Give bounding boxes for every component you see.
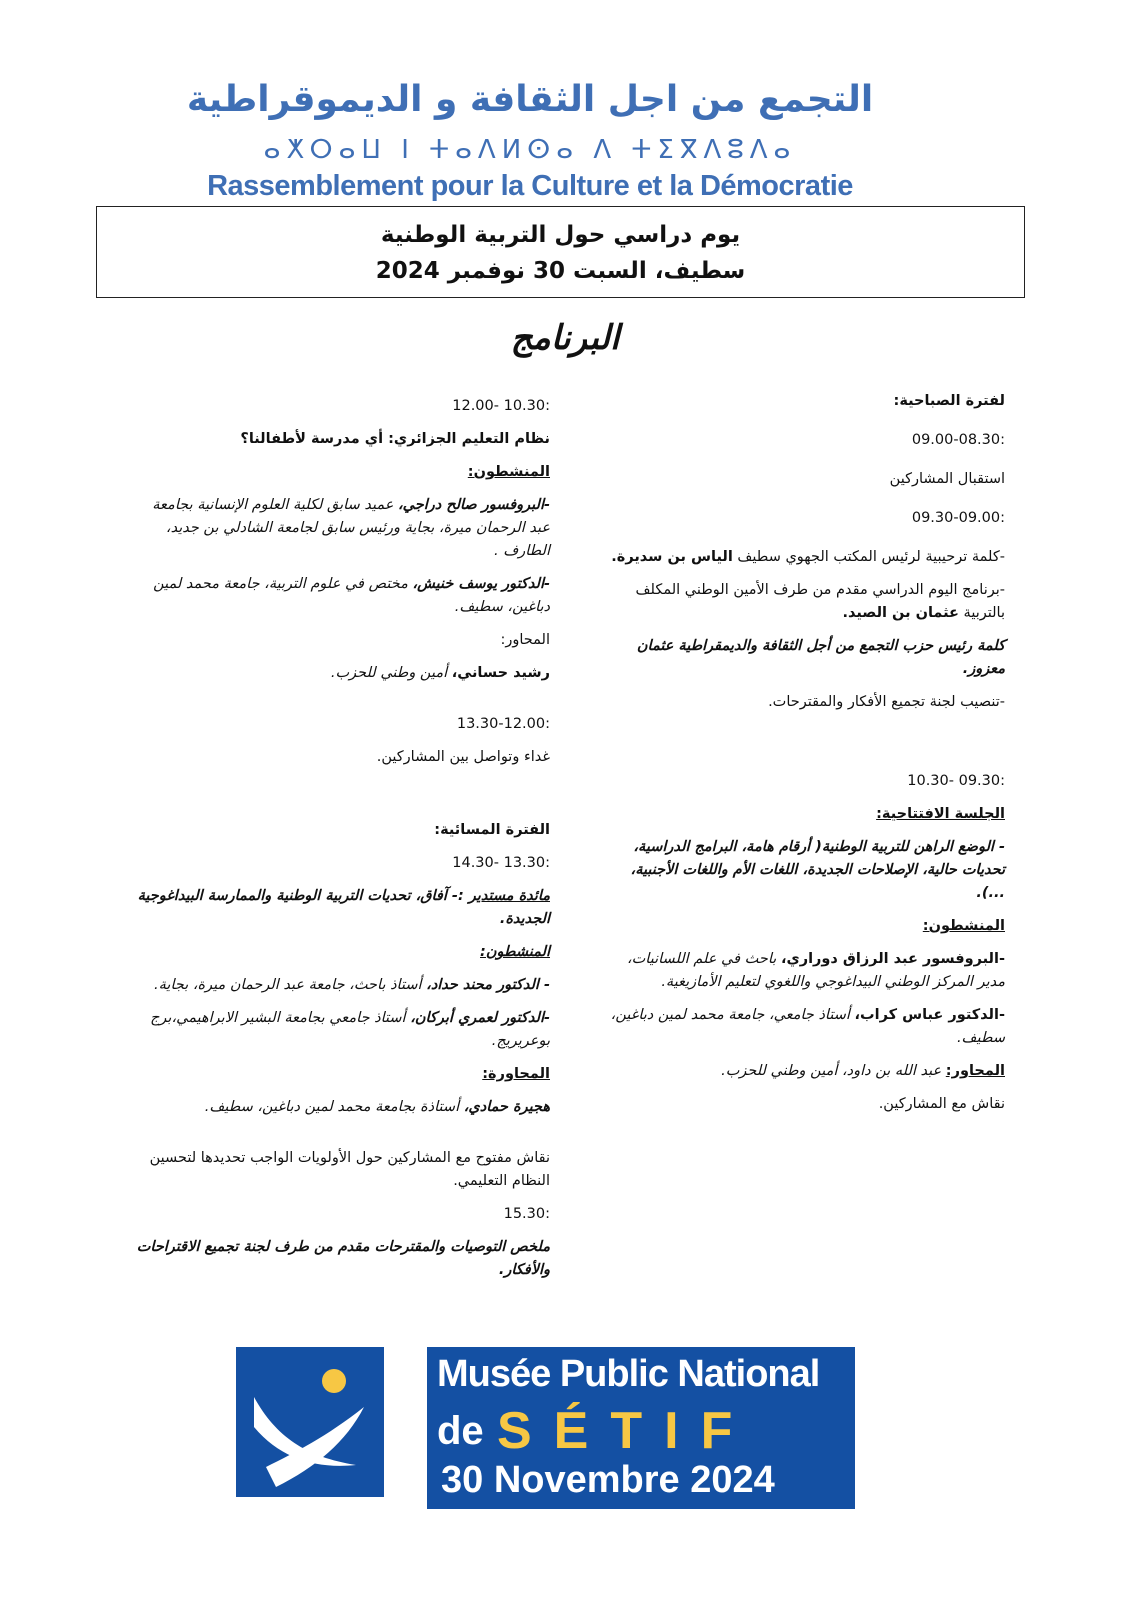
time-slot: 15.30:	[503, 1206, 550, 1222]
event-date-location: سطيف، السبت 30 نوفمبر 2024	[375, 258, 746, 284]
session-topic: نظام التعليم الجزائري: أي مدرسة لأطفالنا؟	[240, 431, 550, 447]
lunch-text: غداء وتواصل بين المشاركين.	[376, 749, 550, 765]
program-heading: البرنامج	[510, 318, 620, 358]
reception-text: استقبال المشاركين	[889, 471, 1005, 487]
closing-summary: ملخص التوصيات والمقترحات مقدم من طرف لجنة تجميع الاقتراحات والأفكار.	[136, 1239, 550, 1278]
hosts-label: المنشطون:	[480, 944, 550, 960]
hosts-label: المنشطون:	[922, 918, 1005, 934]
time-slot: 10.30- 09.30:	[907, 773, 1005, 789]
moderator-entry: هجيرة حمادي، أستاذة بجامعة محمد لمين دباغين، سطيف.	[204, 1099, 550, 1115]
moderator-entry: رشيد حساني، أمين وطني للحزب.	[330, 665, 550, 681]
opening-session-label: الجلسة الافتتاحية:	[876, 806, 1005, 822]
discussion-text: نقاش مع المشاركين.	[878, 1096, 1005, 1112]
program-presentation: -برنامج اليوم الدراسي مقدم من طرف الأمين الوطني المكلف بالتربية عثمان بن الصيد.	[635, 582, 1005, 621]
moderator-label: المحاور:	[500, 632, 550, 648]
opening-session-topic: - الوضع الراهن للتربية الوطنية( أرقام هامة، البرامج الدراسية، تحديات حالية، الإصلاحات الجديدة، اللغات الأم واللغات الأجنبية، ...).	[630, 839, 1005, 901]
party-logo	[236, 1347, 384, 1497]
midday-evening-column	[130, 395, 550, 1292]
morning-column	[605, 390, 1005, 1126]
president-speech: كلمة رئيس حزب التجمع من أجل الثقافة والديمقراطية عثمان معزوز.	[636, 638, 1005, 677]
museum-de: de	[437, 1409, 484, 1453]
evening-label: الفترة المسائية:	[434, 822, 550, 838]
morning-label: لفترة الصباحية:	[893, 393, 1005, 409]
host-entry: -الدكتور يوسف خنيش، مختص في علوم التربية، جامعة محمد لمين دباغين، سطيف.	[153, 576, 550, 615]
museum-city: SÉTIF	[497, 1402, 755, 1460]
party-name-arabic: التجمع من اجل الثقافة و الديموقراطية	[186, 79, 874, 120]
host-entry: -البروفسور صالح دراجي، عميد سابق لكلية العلوم الإنسانية بجامعة عبد الرحمان ميرة، بجاية ورئيس سابق لجامعة الشادلي بن جديد، الطارف .	[152, 497, 550, 559]
time-slot: 14.30- 13.30:	[452, 855, 550, 871]
moderator-label: المحاورة:	[482, 1066, 550, 1082]
event-title-box	[96, 206, 1025, 298]
time-slot: 13.30-12.00:	[456, 716, 550, 732]
host-entry: - الدكتور محند حداد، أستاذ باحث، جامعة عبد الرحمان ميرة، بجاية.	[154, 977, 550, 993]
host-entry: -البروفسور عبد الرزاق دوراري، باحث في علم اللسانيات، مدير المركز الوطني البيداغوجي واللغوي لتعليم الأمازيغية.	[626, 951, 1005, 990]
time-slot: 12.00- 10.30:	[452, 398, 550, 414]
hosts-label: المنشطون:	[467, 464, 550, 480]
open-discussion-text: نقاش مفتوح مع المشاركين حول الأولويات الواجب تحديدها لتحسين النظام التعليمي.	[149, 1150, 550, 1189]
time-slot: 09.00-08.30:	[911, 432, 1005, 448]
welcome-speech: -كلمة ترحيبية لرئيس المكتب الجهوي سطيف الياس بن سديرة.	[611, 549, 1005, 565]
event-title: يوم دراسي حول التربية الوطنية	[380, 222, 741, 248]
host-entry: -الدكتور لعمري أبركان، أستاذ جامعي بجامعة البشير الابراهيمي،برج بوعريريج.	[150, 1010, 550, 1049]
museum-banner	[427, 1347, 855, 1509]
time-slot: 09.30-09.00:	[911, 510, 1005, 526]
party-name-tifinagh: ⴰⵅⵔⴰⵡ ⵏ ⵜⴰⴷⵍⵙⴰ ⴷ ⵜⵉⴳⴷⵓⴷⴰ	[263, 135, 797, 165]
party-name-french: Rassemblement pour la Culture et la Démocratie	[207, 170, 853, 202]
museum-date: 30 Novembre 2024	[441, 1459, 775, 1501]
moderator-entry: المحاور: عبد الله بن داود، أمين وطني للحزب.	[721, 1063, 1005, 1079]
committee-setup: -تنصيب لجنة تجميع الأفكار والمقترحات.	[768, 694, 1005, 710]
host-entry: -الدكتور عباس كراب، أستاذ جامعي، جامعة محمد لمين دباغين، سطيف.	[610, 1007, 1005, 1046]
museum-name: Musée Public National	[437, 1353, 820, 1395]
roundtable-topic: مائدة مستدير :- آفاق، تحديات التربية الوطنية والممارسة البيداغوجية الجديدة.	[137, 888, 550, 927]
party-logo-graphic	[236, 1347, 384, 1497]
